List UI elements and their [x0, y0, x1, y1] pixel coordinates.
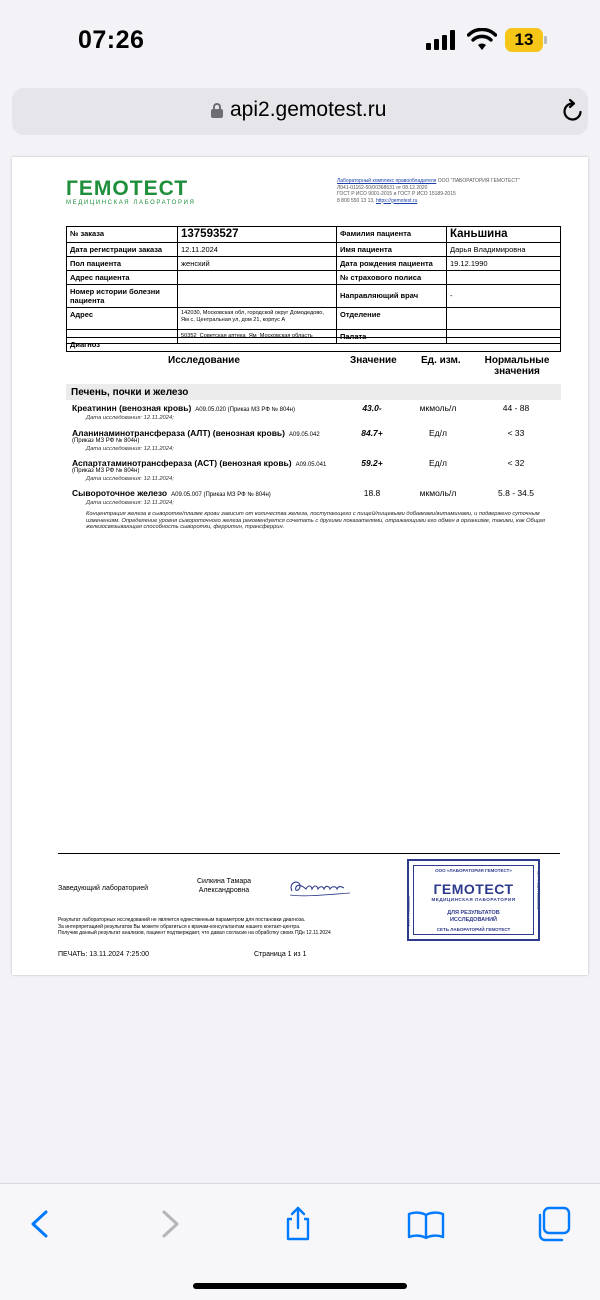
col-value: Значение — [350, 355, 397, 366]
signature-icon — [284, 873, 356, 901]
reload-icon[interactable] — [560, 98, 586, 124]
table-row: Номер истории болезни пациента Направляющий врач - — [67, 285, 560, 308]
table-row: Адрес 142030, Московская обл, городской округ Домодедово, Ям с, Центральная ул, дом 21, корпус А Отделение — [67, 308, 560, 330]
gemotest-logo: ГЕМОТЕСТ МЕДИЦИНСКАЯ ЛАБОРАТОРИЯ — [66, 177, 196, 206]
footer-divider — [58, 853, 560, 854]
lab-stamp: ООО «ЛАБОРАТОРИЯ ГЕМОТЕСТ» ГЕМОТЕСТ МЕДИЦИНСКАЯ ЛАБОРАТОРИЯ ДЛЯ РЕЗУЛЬТАТОВ ИССЛЕДОВАНИЙ СЕТЬ ЛАБОРАТОРИЙ ГЕМОТЕСТ ИНН 7708368531 ОГРН 1027700085042 — [407, 859, 540, 941]
home-indicator — [193, 1283, 407, 1289]
table-row: Пол пациента женский Дата рождения пациента 19.12.1990 — [67, 257, 560, 271]
page-number: Страница 1 из 1 — [254, 951, 307, 958]
diagnosis-box: Диагноз — [66, 337, 561, 352]
patient-info-table — [66, 226, 561, 344]
status-bar — [0, 0, 600, 80]
patient-surname: Каньшина — [450, 228, 508, 240]
forward-icon[interactable] — [150, 1204, 190, 1244]
url-text[interactable]: api2.gemotest.ru — [230, 98, 387, 121]
wifi-icon — [467, 28, 497, 52]
battery-level: 13 — [514, 30, 534, 49]
order-number: 137593527 — [178, 227, 337, 242]
address-bar[interactable] — [12, 88, 588, 135]
table-row: № заказа 137593527 Фамилия пациента Каньшина — [67, 227, 560, 243]
head-of-lab-name: Силкина Тамара Александровна — [196, 878, 252, 894]
lab-report-page: ГЕМОТЕСТ МЕДИЦИНСКАЯ ЛАБОРАТОРИЯ Лабораторный комплекс правообладателя ООО "ЛАБОРАТОРИЯ ГЕМОТЕСТ" Л041-01162-50/00368631 от 08.12.2020 ГОСТ Р ИСО 9001-2015 и ГОСТ Р ИСО 15189-2015 8 800 550 13 13, https://gemotest.ru № заказа 137593527 Фамилия пациента Каньшина Дата регистрации заказа 12.11.2024 Имя пациента Дарья Владимировна Пол пациента женский Дата рождения пациента 19.12.1990 Адрес пациента № страхового полиса Номер истории болезни пациента Направляющий врач - Адрес 142030, Московская обл, городской округ Домодедово, Ям с, Центральная ул, дом 21, корпус А Отделение 50352_Советская аптека_Ям_Московская область Палата Диагноз Исследование Значение Ед. изм. Нормальные значения Печень, почки и железо Креатинин (венозная кровь) A09.05.020 (Приказ МЗ РФ № 804н) Дата исследования: 12.11.2024; 43.0- мкмоль/л 44 - 88 Аланинаминотрансфераза (АЛТ) (венозная кровь) A09.05.042 (Приказ МЗ РФ № 804н) Дата исследования: 12.11.2024; 84.7+ Ед/л < 33 Аспартатаминотрансфераза (АСТ) (венозная кровь) A09.05.041 (Приказ МЗ РФ № 804н) Дата исследования: 12.11.2024; 59.2+ Ед/л < 32 Сывороточное железо A09.05.007 (Приказ МЗ РФ № 804н) Дата исследования: 12.11.2024; 18.8 мкмоль/л 5.8 - 34.5 Концентрация железа в сыворотке/плазме крови зависит от количества железа, поступающего с пищей/пищевыми добавками/витаминами, и подвержено суточным изменениям. Определение уровня сывороточного железа рекомендуется сочетать с другими показателями, отражающими его обмен в организме, такими, как Общая железосвязывающая способность сыворотки, ферритин, трансферрин. Заведующий лабораторией Силкина Тамара Александровна Результат лабораторных исследований не является единственным параметром для постановки диагноза. За интерпретацией результатов Вы можете обратиться к врачам-консультантам нашего контакт-центра. Получив данный результат анализов, пациент подтверждает, что давал согласие на обработку своих ПДн 12.11.2024 ПЕЧАТЬ: 13.11.2024 7:25:00 Страница 1 из 1 ООО «ЛАБОРАТОРИЯ ГЕМОТЕСТ» ГЕМОТЕСТ МЕДИЦИНСКАЯ ЛАБОРАТОРИЯ ДЛЯ РЕЗУЛЬТАТОВ ИССЛЕДОВАНИЙ СЕТЬ ЛАБОРАТОРИЙ ГЕМОТЕСТ ИНН 7708368531 ОГРН 1027700085042 — [12, 157, 588, 975]
lock-icon — [211, 103, 223, 118]
cellular-signal-icon — [426, 30, 458, 50]
gemotest-site-link[interactable]: https://gemotest.ru — [375, 197, 418, 204]
col-unit: Ед. изм. — [421, 355, 461, 366]
head-of-lab-label: Заведующий лабораторией — [58, 885, 148, 892]
section-liver-kidney-iron: Печень, почки и железо — [66, 384, 561, 400]
back-icon[interactable] — [20, 1204, 60, 1244]
lab-complex-link[interactable]: Лабораторный комплекс правообладателя — [337, 178, 437, 184]
table-row: 50352_Советская аптека_Ям_Московская область Палата — [67, 330, 560, 343]
disclaimer: Результат лабораторных исследований не является единственным параметром для постановки диагноза. За интерпретацией результатов Вы можете обратиться к врачам-консультантам нашего контакт-центра. Получив данный результат анализов, пациент подтверждает, что давал согласие на обработку своих ПДн 12.11.2024 — [58, 917, 331, 936]
col-norm: Нормальные значения — [484, 355, 550, 377]
print-timestamp: ПЕЧАТЬ: 13.11.2024 7:25:00 — [58, 951, 150, 958]
col-study: Исследование — [168, 355, 240, 366]
status-time: 07:26 — [78, 26, 145, 54]
tabs-icon[interactable] — [533, 1204, 573, 1244]
table-row: Адрес пациента № страхового полиса — [67, 271, 560, 285]
bookmarks-icon[interactable] — [406, 1204, 446, 1244]
lab-info: Лабораторный комплекс правообладателя ООО "ЛАБОРАТОРИЯ ГЕМОТЕСТ" Л041-01162-50/00368631 от 08.12.2020 ГОСТ Р ИСО 9001-2015 и ГОСТ Р ИСО 15189-2015 8 800 550 13 13, https://gemotest.ru — [337, 178, 520, 204]
share-icon[interactable] — [278, 1204, 318, 1244]
iron-note: Концентрация железа в сыворотке/плазме крови зависит от количества железа, поступающего с пищей/пищевыми добавками/витаминами, и подвержено суточным изменениям. Определение уровня сывороточного железа рекомендуется сочетать с другими показателями, отражающими его обмен в организме, такими, как Общая железосвязывающая способность сыворотки, ферритин, трансферрин. — [86, 511, 545, 531]
table-row: Дата регистрации заказа 12.11.2024 Имя пациента Дарья Владимировна — [67, 243, 560, 257]
battery-icon — [505, 28, 547, 52]
